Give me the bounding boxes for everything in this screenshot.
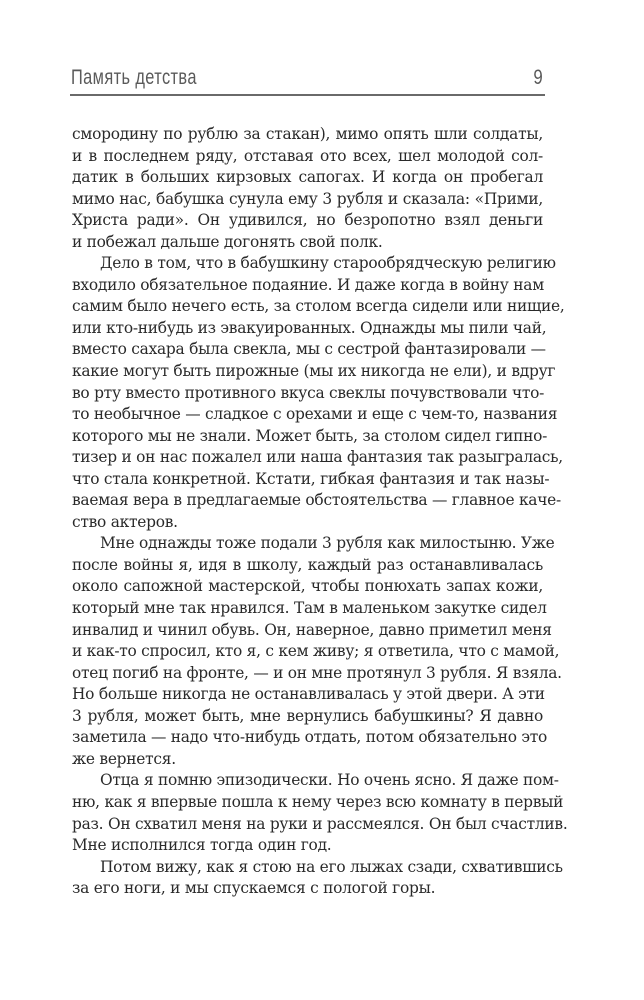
text-line: вместо сахара была свекла, мы с сестрой фантазировали — <box>72 340 546 359</box>
text-line: что стала конкретной. Кстати, гибкая фантазия и так назы- <box>72 469 550 488</box>
paragraph <box>72 857 563 900</box>
text-line: отец погиб на фронте, — и он мне протянул 3 рубля. Я взяла. <box>72 663 562 682</box>
text-line: который мне так нравился. Там в маленьком закутке сидел <box>72 599 547 618</box>
paragraph <box>72 533 562 770</box>
text-line: раз. Он схватил меня на руки и рассмеялся. Он был счастлив. <box>72 814 568 833</box>
running-title: Память детства <box>71 66 197 89</box>
text-line: же вернется. <box>72 749 176 768</box>
text-line: и как-то спросил, кто я, с кем живу; я ответила, что с мамой, <box>72 642 560 661</box>
text-line: Христа ради». Он удивился, но безропотно взял деньги <box>72 211 543 230</box>
text-line: Мне исполнился тогда один год. <box>72 836 332 855</box>
text-line: мимо нас, бабушка сунула ему 3 рубля и сказала: «Прими, <box>72 189 543 208</box>
text-line: инвалид и чинил обувь. Он, наверное, давно приметил меня <box>72 620 552 639</box>
paragraph <box>72 253 565 533</box>
text-line: во рту вместо противного вкуса свеклы почувствовали что- <box>72 383 545 402</box>
text-line: или кто-нибудь из эвакуированных. Однажды мы пили чай, <box>72 318 547 337</box>
text-line: ваемая вера в предлагаемые обстоятельства — главное каче- <box>72 491 561 510</box>
text-line: и в последнем ряду, отставая ото всех, шел молодой сол- <box>72 146 543 165</box>
text-line: заметила — надо что-нибудь отдать, потом обязательно это <box>72 728 548 747</box>
text-line: самим было нечего есть, за столом всегда сидели или нищие, <box>72 297 565 316</box>
text-line: которого мы не знали. Может быть, за столом сидел гипно- <box>72 426 548 445</box>
text-line: 3 рубля, может быть, мне вернулись бабушкины? Я давно <box>72 706 543 725</box>
running-header <box>70 64 545 96</box>
text-line: датик в больших кирзовых сапогах. И когда он пробегал <box>72 168 543 187</box>
text-line: входило обязательное подаяние. И даже когда в войну нам <box>72 275 544 294</box>
text-line: смородину по рублю за стакан), мимо опять шли солдаты, <box>72 125 543 143</box>
body-text <box>72 124 568 900</box>
paragraph <box>72 770 568 856</box>
text-line: Но больше никогда не останавливалась у этой двери. А эти <box>72 685 545 704</box>
text-line: Мне однажды тоже подали 3 рубля как милостыню. Уже <box>100 534 555 553</box>
text-line: Отца я помню эпизодически. Но очень ясно. Я даже пом- <box>100 771 559 790</box>
text-line: около сапожной мастерской, чтобы понюхать запах кожи, <box>72 577 543 596</box>
text-line: Потом вижу, как я стою на его лыжах сзади, схватившись <box>100 857 563 876</box>
text-line: ство актеров. <box>72 512 178 531</box>
text-line: Дело в том, что в бабушкину старообрядческую религию <box>100 254 556 273</box>
text-line: ню, как я впервые пошла к нему через всю комнату в первый <box>72 792 564 811</box>
text-line: за его ноги, и мы спускаемся с пологой горы. <box>72 879 436 898</box>
text-line: и побежал дальше догонять свой полк. <box>72 232 383 251</box>
paragraph <box>72 124 543 253</box>
text-line: какие могут быть пирожные (мы их никогда не ели), и вдруг <box>72 362 556 381</box>
text-line: тизер и он нас пожалел или наша фантазия так разыгралась, <box>72 448 563 467</box>
page-number: 9 <box>533 66 543 89</box>
text-line: после войны я, идя в школу, каждый раз останавливалась <box>72 555 543 574</box>
text-line: то необычное — сладкое с орехами и еще с чем-то, названия <box>72 405 558 424</box>
